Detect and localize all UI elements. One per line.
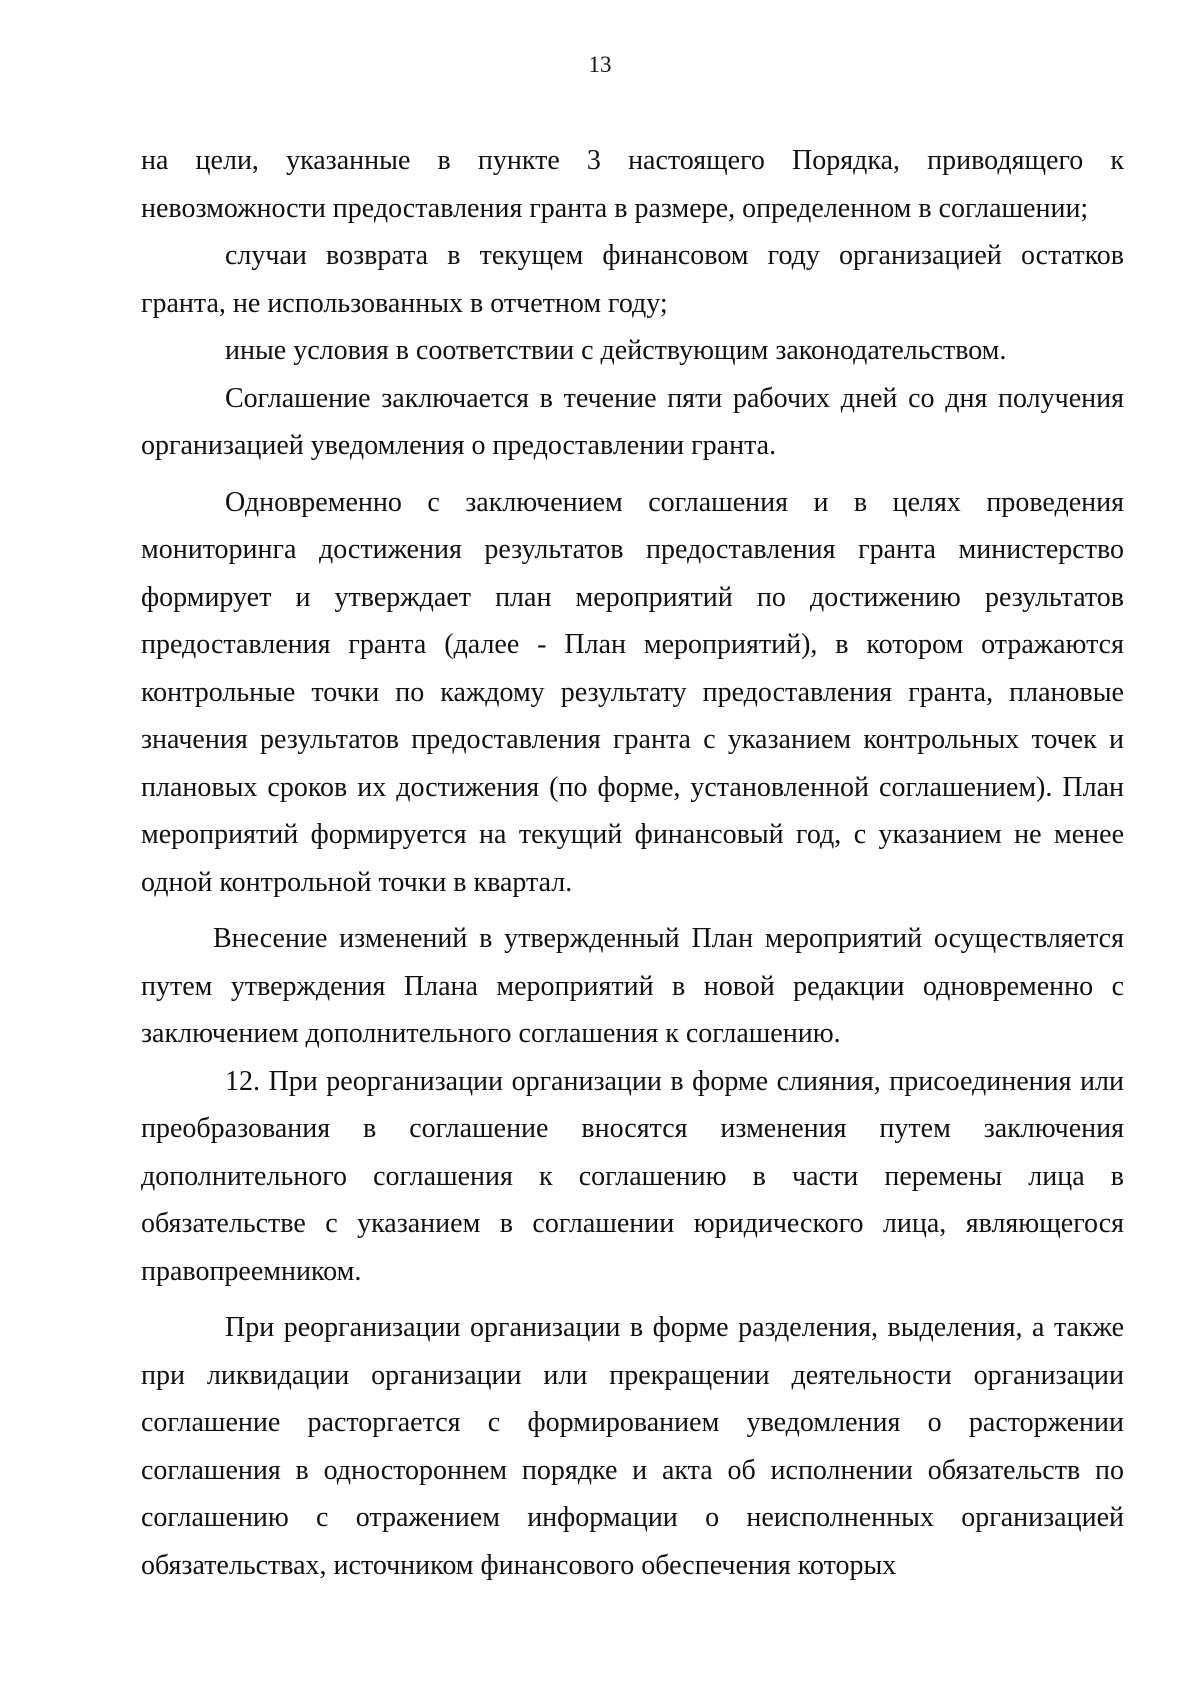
page-number: 13 [588,52,612,77]
paragraph-purpose-continuation: на цели, указанные в пункте 3 настоящего Порядка, приводящего к невозможности предоставления гранта в размере, определенном в соглашении; [141,145,1124,224]
paragraph-reorganization-merger: 12. При реорганизации организации в форме слияния, присоединения или преобразования в соглашение вносятся изменения путем заключения дополнительного соглашения к соглашению в части перемены лица в обязательстве с указанием в соглашении юридического лица, являющегося правопреемником. [141,1065,1124,1287]
paragraph-agreement-term: Соглашение заключается в течение пяти рабочих дней со дня получения организацией уведомления о предоставлении гранта. [141,382,1124,461]
paragraph-reorganization-division: При реорганизации организации в форме разделения, выделения, а также при ликвидации организации или прекращении деятельности организации соглашение расторгается с формированием уведомления о расторжении соглашения в одностороннем порядке и акта об исполнении обязательств по соглашению с отражением информации о неисполненных организацией обязательствах, источником финансового обеспечения которых [141,1312,1124,1581]
document-body [141,137,1124,1589]
paragraph-other-conditions: иные условия в соответствии с действующим законодательством. [225,335,1007,366]
paragraph-grant-return: случаи возврата в текущем финансовом году организацией остатков гранта, не использованных в отчетном году; [141,240,1124,319]
paragraph-action-plan: Одновременно с заключением соглашения и в целях проведения мониторинга достижения результатов предоставления гранта министерство формирует и утверждает план мероприятий по достижению результатов предоставления гранта (далее - План мероприятий), в котором отражаются контрольные точки по каждому результату предоставления гранта, плановые значения результатов предоставления гранта с указанием контрольных точек и плановых сроков их достижения (по форме, установленной соглашением). План мероприятий формируется на текущий финансовый год, с указанием не менее одной контрольной точки в квартал. [141,486,1124,898]
paragraph-plan-changes: Внесение изменений в утвержденный План мероприятий осуществляется путем утверждения Плана мероприятий в новой редакции одновременно с заключением дополнительного соглашения к соглашению. [141,923,1124,1049]
